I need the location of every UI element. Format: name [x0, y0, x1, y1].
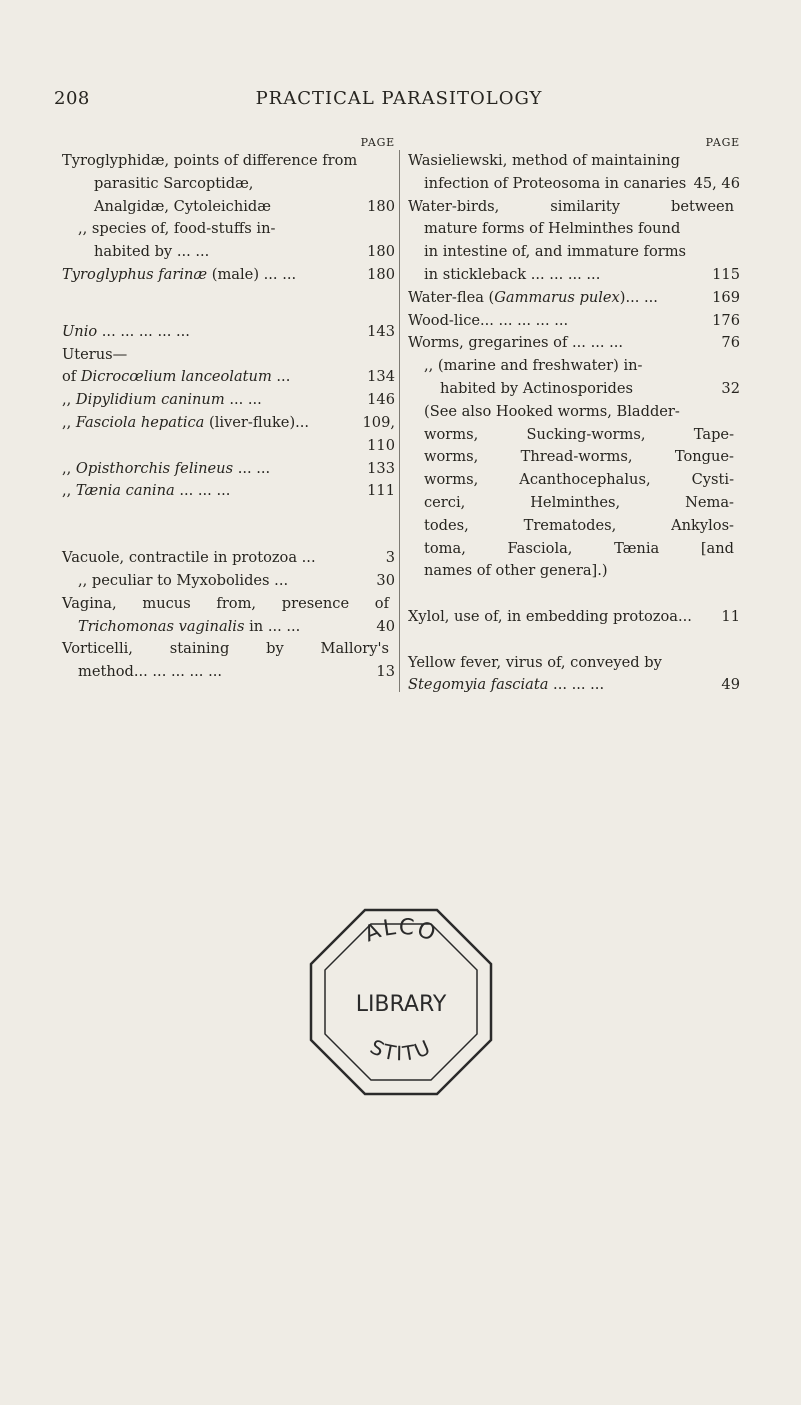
index-entry	[62, 150, 395, 173]
entry-text: Xylol, use of, in embedding protozoa...	[408, 607, 692, 625]
index-entry	[62, 218, 395, 241]
entry-text: (See also Hooked worms, Bladder-	[424, 402, 680, 420]
entry-text: ,, Dipylidium caninum ... ...	[62, 391, 262, 409]
entry-page: 169	[712, 288, 740, 306]
index-entry	[62, 241, 395, 264]
page-column-label: PAGE	[705, 136, 740, 149]
entry-text: of Dicrocœlium lanceolatum ...	[62, 368, 291, 386]
index-entry	[62, 638, 395, 661]
entry-text: parasitic Sarcoptidæ,	[94, 174, 254, 192]
index-entry	[408, 560, 740, 583]
entry-text: Vorticelli, staining by Mallory's	[62, 640, 389, 658]
index-entry	[408, 446, 740, 469]
index-entry	[408, 264, 740, 287]
entry-text: Water-flea (Gammarus pulex)... ...	[408, 288, 658, 306]
entry-text: habited by Actinosporides	[440, 379, 633, 397]
index-entry	[62, 196, 395, 219]
entry-page: 115	[712, 265, 740, 283]
entry-text: Water-birds, similarity between	[408, 197, 734, 215]
entry-text: Trichomonas vaginalis in ... ...	[78, 617, 301, 635]
entry-page: 13	[376, 663, 395, 681]
entry-text: Uterus—	[62, 345, 128, 363]
entry-text: Unio ... ... ... ... ...	[62, 322, 190, 340]
index-entry	[62, 661, 395, 684]
index-entry	[408, 310, 740, 333]
entry-text: ,, Opisthorchis felineus ... ...	[62, 459, 271, 477]
index-entry	[408, 150, 740, 173]
entry-spacer	[408, 629, 740, 652]
index-entry	[62, 389, 395, 412]
entry-text: todes, Trematodes, Ankylos-	[424, 516, 734, 534]
entry-page: 180	[367, 243, 395, 261]
index-entry	[408, 287, 740, 310]
index-entry	[62, 547, 395, 570]
entry-text: Yellow fever, virus of, conveyed by	[408, 653, 662, 671]
entry-page: 45, 46	[693, 174, 740, 192]
index-column-right	[408, 136, 740, 697]
entry-text: mature forms of Helminthes found	[424, 220, 681, 238]
index-entry	[62, 344, 395, 367]
index-entry	[62, 616, 395, 639]
index-entry	[62, 366, 395, 389]
entry-text: method... ... ... ... ...	[78, 663, 223, 681]
index-entry	[408, 401, 740, 424]
index-entry	[408, 196, 740, 219]
entry-spacer	[62, 287, 395, 321]
entry-text: Wood-lice... ... ... ... ...	[408, 311, 569, 329]
entry-page: 76	[721, 334, 740, 352]
entry-text: Vagina, mucus from, presence of	[62, 594, 389, 612]
page-number: 208	[54, 88, 90, 109]
entry-text: Vacuole, contractile in protozoa ...	[62, 549, 316, 567]
index-entry	[408, 378, 740, 401]
svg-text:STITU	[367, 1034, 436, 1065]
stamp-arc-top: ALCO	[361, 914, 441, 948]
entry-text: Tyroglyphus farinæ (male) ... ...	[62, 265, 297, 283]
entry-page: 40	[376, 617, 395, 635]
entry-text: infection of Proteosoma in canaries	[424, 174, 687, 192]
entry-text: habited by ... ...	[94, 243, 210, 261]
stamp-arc-bottom: STITU	[366, 1034, 436, 1066]
index-entry	[408, 355, 740, 378]
entry-page: 32	[721, 379, 740, 397]
index-entry	[408, 606, 740, 629]
index-entry	[408, 424, 740, 447]
index-entry	[408, 469, 740, 492]
entry-text: ,, (marine and freshwater) in-	[424, 357, 643, 375]
entry-text: worms, Thread-worms, Tongue-	[424, 448, 734, 466]
svg-text:ALCO	[361, 915, 440, 948]
index-entry	[408, 515, 740, 538]
entry-page: 180	[367, 197, 395, 215]
index-entry	[62, 435, 395, 458]
entry-text: ,, Tænia canina ... ... ...	[62, 482, 231, 500]
running-title: PRACTICAL PARASITOLOGY	[255, 88, 543, 109]
entry-spacer	[408, 583, 740, 606]
index-entry	[62, 173, 395, 196]
index-entry	[62, 321, 395, 344]
index-entry	[408, 674, 740, 697]
entry-text: ,, species of, food-stuffs in-	[78, 220, 276, 238]
entry-text: ,, peculiar to Myxobolides ...	[78, 571, 289, 589]
entry-page: 180	[367, 265, 395, 283]
column-divider	[399, 150, 400, 692]
entry-page: 109,	[362, 413, 395, 431]
index-entry	[408, 173, 740, 196]
entry-text: worms, Acanthocephalus, Cysti-	[424, 471, 734, 489]
entry-text: Tyroglyphidæ, points of difference from	[62, 152, 358, 169]
entry-text: Wasieliewski, method of maintaining	[408, 152, 680, 169]
index-entry	[408, 538, 740, 561]
stamp-graphic	[301, 902, 501, 1102]
entry-text: in intestine of, and immature forms	[424, 243, 687, 261]
entry-page: 176	[712, 311, 740, 329]
entry-page: 134	[367, 368, 395, 386]
index-entry	[62, 480, 395, 503]
entry-text: Stegomyia fasciata ... ... ...	[408, 676, 605, 694]
entry-page: 30	[376, 571, 395, 589]
entry-text: cerci, Helminthes, Nema-	[424, 493, 734, 511]
page-column-label: PAGE	[360, 136, 395, 149]
index-entry	[408, 218, 740, 241]
entry-text: Analgidæ, Cytoleichidæ	[94, 197, 271, 215]
entry-page: 146	[367, 391, 395, 409]
index-entry	[408, 332, 740, 355]
entry-page: 11	[721, 607, 740, 625]
entry-text: Worms, gregarines of ... ... ...	[408, 334, 624, 352]
index-entry	[62, 570, 395, 593]
entry-page: 3	[385, 549, 395, 567]
index-entry	[408, 241, 740, 264]
entry-text: ,, Fasciola hepatica (liver-fluke)...	[62, 413, 310, 431]
entry-page: 111	[367, 482, 395, 500]
index-entry	[408, 652, 740, 675]
entry-page: 133	[367, 459, 395, 477]
stamp-center-text: LIBRARY	[355, 992, 447, 1017]
entry-page: 49	[721, 676, 740, 694]
entry-text: toma, Fasciola, Tænia [and	[424, 539, 734, 557]
index-entry	[62, 458, 395, 481]
entry-page: 143	[367, 322, 395, 340]
library-stamp	[301, 902, 501, 1106]
entry-text: worms, Sucking-worms, Tape-	[424, 425, 734, 443]
entry-text: in stickleback ... ... ... ...	[424, 265, 601, 283]
entry-spacer	[62, 503, 395, 547]
entry-page: 110	[367, 436, 395, 454]
index-column-left	[62, 136, 395, 684]
index-entry	[62, 412, 395, 435]
index-entry	[62, 264, 395, 287]
entry-text: names of other genera].)	[424, 562, 608, 580]
index-entry	[62, 593, 395, 616]
index-entry	[408, 492, 740, 515]
